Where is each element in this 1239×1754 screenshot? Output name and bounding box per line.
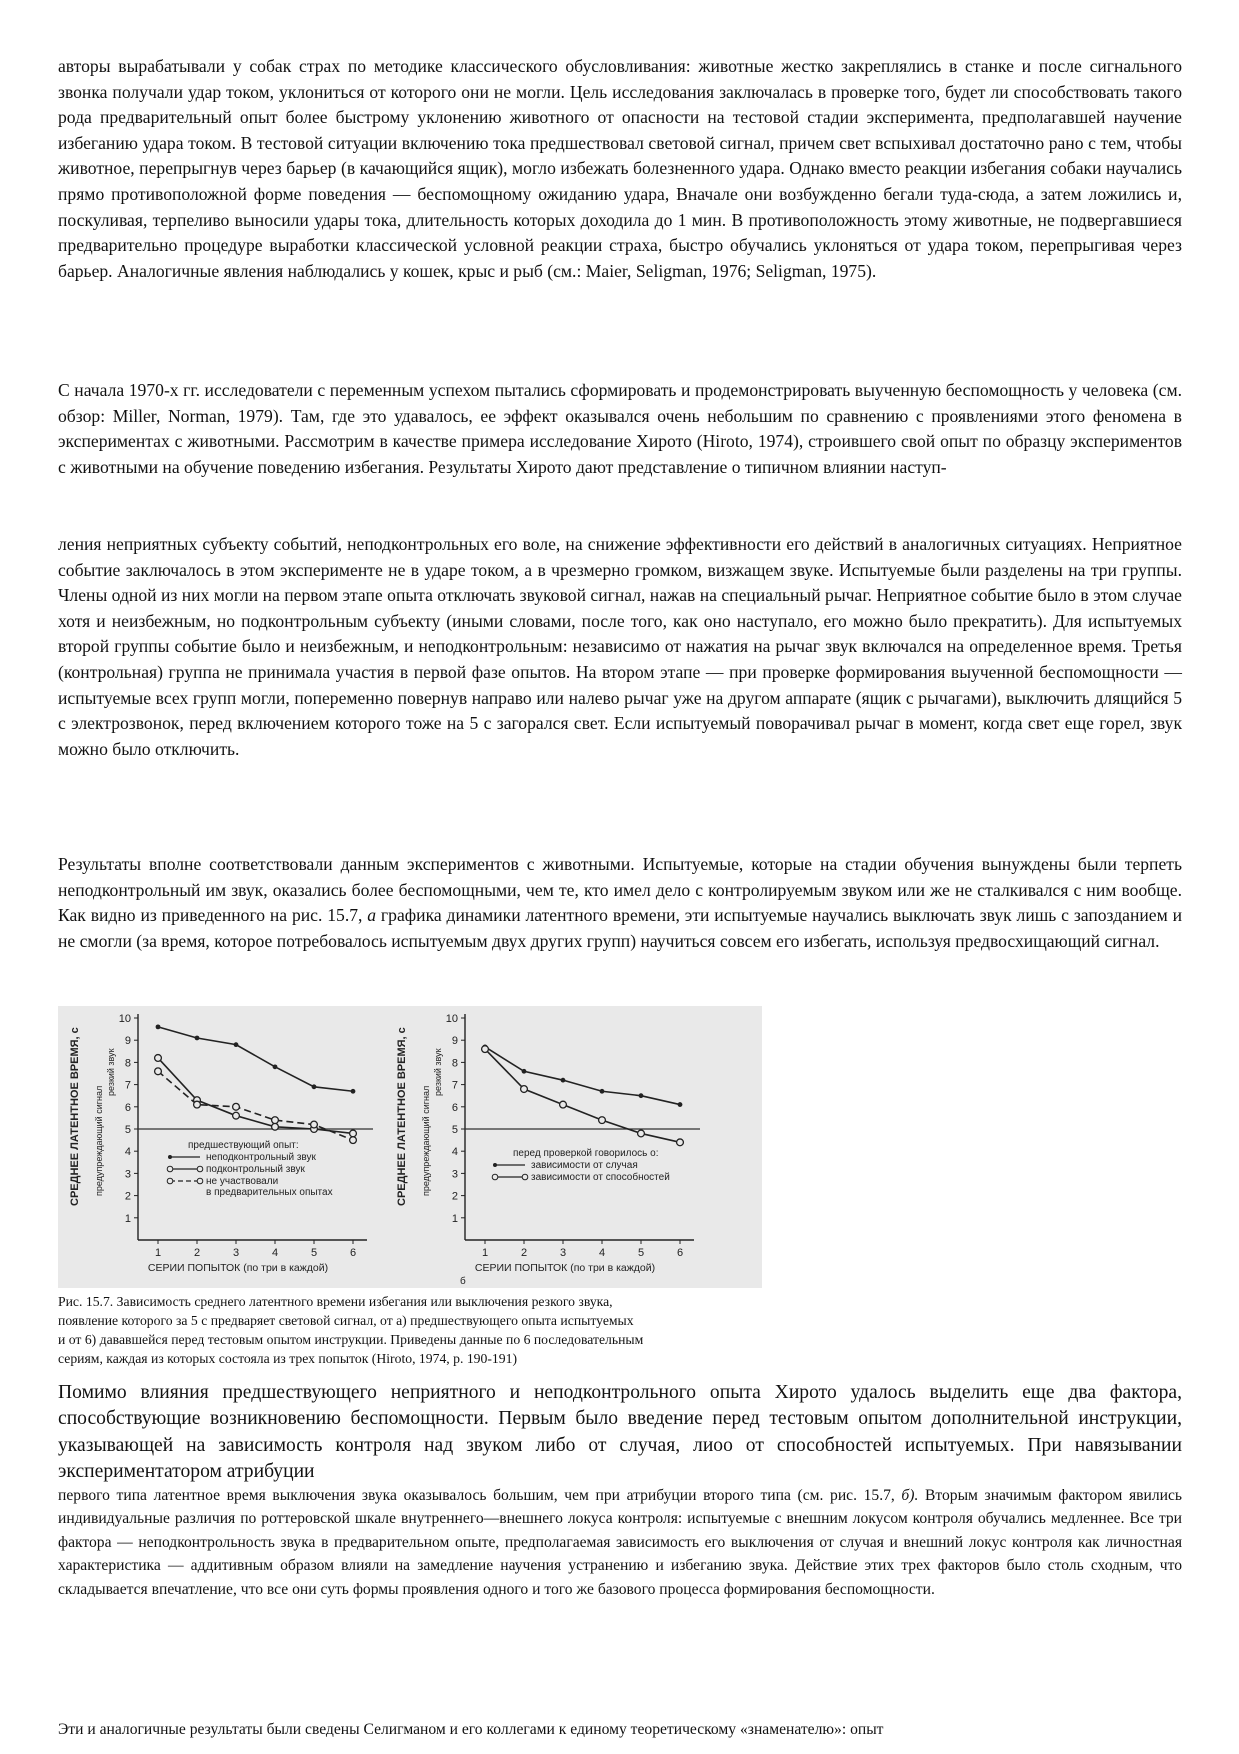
y-tick-label: 7 xyxy=(124,1079,131,1092)
data-point xyxy=(156,1024,161,1029)
y-tick-label: 5 xyxy=(451,1124,458,1136)
figure-caption xyxy=(58,1292,878,1368)
caption-line-4: сериям, каждая из которых состояла из трех попыток (Hiroto, 1974, р. 190-191) xyxy=(58,1351,518,1366)
legend-marker xyxy=(492,1174,498,1180)
panel-b-label: б xyxy=(460,1276,466,1287)
data-point xyxy=(678,1102,683,1107)
x-tick-label: 5 xyxy=(310,1247,318,1259)
paragraph-2: С начала 1970-х гг. исследователи с переменным успехом пытались сформировать и продемонстрировать выученную беспомощность у человека (см. обзор: Miller, Norman, 1979). Там, где это удавалось, ее эффект оказывался очень небольшим по сравнению с проявлениями этого феномена в экспериментах с животными. Рассмотрим в качестве примера исследование Хирото (Hiroto, 1974), строившего свой опыт по образцу экспериментов с животными на обучение поведению избегания. Результаты Хирото дают представление о типичном влиянии наступ- xyxy=(58,380,1182,477)
data-point xyxy=(639,1093,644,1098)
y-axis-label: СРЕДНЕЕ ЛАТЕНТНОЕ ВРЕМЯ, с xyxy=(396,1027,408,1206)
data-point xyxy=(522,1069,527,1074)
y-tick-label: 4 xyxy=(451,1146,458,1159)
legend-marker xyxy=(167,1178,173,1184)
data-point xyxy=(273,1064,278,1069)
paragraph-1: авторы вырабатывали у собак страх по методике классического обусловливания: животные жестко закреплялись в станке и после сигнального звонка получали удар током, уклониться от которого они не могли. Цель исследования заключалась в проверке того, будет ли способствовать такого рода предварительный опыт более быстрому уклонению животного от опасности на тестовой стадии эксперимента, предполагавшей научение избеганию удара током. В тестовой ситуации включению тока предшествовал световой сигнал, причем свет вспыхивал достаточно рано с тем, чтобы животное, перепрыгнув через барьер (в качающийся ящик), могло избежать болезненного удара. Однако вместо реакции избегания собаки научались прямо противоположной форме поведения — беспомощному ожиданию удара, Вначале они возбужденно бегали туда-сюда, а затем ложились и, поскуливая, терпеливо выносили удары тока, длительность которых доходила до 1 мин. В противоположность этому животные, не подвергавшиеся предварительно процедуре выработки классической условной реакции страха, быстро обучались уклоняться от удара током, перепрыгивая через барьер. Аналогичные явления наблюдались у кошек, крыс и рыб (см.: Maier, Seligman, 1976; Seligman, 1975). xyxy=(58,56,1182,281)
x-tick-label: 2 xyxy=(520,1247,528,1259)
y-tick-label: 1 xyxy=(451,1212,458,1225)
y-tick-label: 6 xyxy=(451,1101,458,1114)
legend-label: не участвовали xyxy=(206,1176,279,1187)
paragraph-6-em: б). xyxy=(901,1487,919,1504)
y-tick-label: 2 xyxy=(124,1190,131,1203)
data-point xyxy=(560,1101,567,1108)
paragraph-4-end: графика динамики латентного времени, эти испытуемые научались выключать звук лишь с запозданием и не смогли (за время, которое потребовалось испытуемым двух других групп) научиться совсем его избегать, используя предвосхищающий сигнал. xyxy=(58,905,1182,951)
legend-label: зависимости от случая xyxy=(531,1160,638,1171)
y-tick-label: 8 xyxy=(124,1057,131,1070)
paragraph-6-end: Вторым значимым фактором явились индивидуальные различия по роттеровской шкале внутреннего—внешнего локуса контроля: испытуемые с внешним локусом контроля обучались медленнее. Все три фактора — неподконтрольность звука в предварительном опыте, предполагаемая зависимость его выключения от случая и внешний локус контроля как личностная характеристика — аддитивным образом влияли на замедление научения устранению и избеганию звука. Действие этих трех факторов было столь сходным, что складывается впечатление, что все они суть формы проявления одного и того же базового процесса формирования беспомощности. xyxy=(58,1487,1182,1598)
legend-label: в предварительных опытах xyxy=(206,1187,333,1198)
figure-15-7 xyxy=(58,1006,762,1288)
data-point xyxy=(561,1078,566,1083)
data-point xyxy=(233,1103,240,1110)
data-point xyxy=(272,1117,279,1124)
y-axis-top-label: резкий звук xyxy=(106,1048,116,1096)
legend-label: зависимости от способностей xyxy=(531,1172,670,1183)
data-point xyxy=(155,1055,162,1062)
data-point xyxy=(272,1123,279,1130)
y-tick-label: 2 xyxy=(451,1190,458,1203)
caption-line-1: Рис. 15.7. Зависимость среднего латентного времени избегания или выключения резкого звука, xyxy=(58,1294,613,1309)
y-tick-label: 6 xyxy=(124,1101,131,1114)
legend-marker xyxy=(168,1155,172,1159)
y-tick-label: 4 xyxy=(124,1146,131,1159)
x-tick-label: 2 xyxy=(193,1247,201,1259)
data-point xyxy=(311,1121,318,1128)
data-point xyxy=(195,1036,200,1041)
data-point xyxy=(677,1139,684,1146)
y-axis-sublabel: предупреждающий сигнал xyxy=(94,1085,104,1196)
legend-marker xyxy=(167,1166,173,1172)
legend-title: предшествующий опыт: xyxy=(188,1140,299,1151)
legend-title: перед проверкой говорилось о: xyxy=(513,1148,659,1159)
y-tick-label: 3 xyxy=(124,1168,131,1181)
data-point xyxy=(155,1068,162,1075)
paragraph-6-start: первого типа латентное время выключения звука оказывалось большим, чем при атрибуции второго типа (см. рис. 15.7, xyxy=(58,1487,902,1504)
y-tick-label: 9 xyxy=(451,1035,458,1048)
legend-label: подконтрольный звук xyxy=(206,1164,305,1175)
series-line-1 xyxy=(158,1027,353,1091)
x-tick-label: 5 xyxy=(637,1247,645,1259)
y-tick-label: 10 xyxy=(118,1013,131,1025)
y-tick-label: 10 xyxy=(445,1013,458,1025)
data-point xyxy=(312,1084,317,1089)
y-tick-label: 1 xyxy=(124,1212,131,1225)
data-point xyxy=(233,1112,240,1119)
series-line-1 xyxy=(485,1047,680,1105)
data-point xyxy=(350,1130,357,1137)
legend-marker xyxy=(493,1163,497,1167)
paragraph-5: Помимо влияния предшествующего неприятного и неподконтрольного опыта Хирото удалось выделить еще два фактора, способствующие возникновению беспомощности. Первым было введение перед тестовым опытом дополнительной инструкции, указывающей на зависимость контроля над звуком либо от случая, лиоо от способностей испытуемых. При навязывании экспериментатором атрибуции xyxy=(58,1382,1182,1483)
series-line-2 xyxy=(485,1049,680,1142)
x-tick-label: 1 xyxy=(481,1247,489,1259)
data-point xyxy=(482,1046,489,1053)
x-tick-label: 1 xyxy=(154,1247,162,1259)
y-axis-label: СРЕДНЕЕ ЛАТЕНТНОЕ ВРЕМЯ, с xyxy=(69,1027,81,1206)
y-tick-label: 3 xyxy=(451,1168,458,1181)
y-axis-top-label: резкий звук xyxy=(433,1048,443,1096)
data-point xyxy=(351,1089,356,1094)
data-point xyxy=(234,1042,239,1047)
y-tick-label: 5 xyxy=(124,1124,131,1136)
paragraph-4-start: Результаты вполне соответствовали данным экспериментов с животными. Испытуемые, которые на стадии обучения вынуждены были терпеть неподконтрольный им звук, оказались более беспомощными, чем те, кто имел дело с контролируемым звуком или же не сталкивался с ним вообще. Как видно из приведенного на рис. 15.7, xyxy=(58,854,1182,926)
x-tick-label: 4 xyxy=(598,1247,606,1259)
x-tick-label: 4 xyxy=(271,1247,279,1259)
paragraph-7: Эти и аналогичные результаты были сведены Селигманом и его коллегами к единому теоретическому «знаменателю»: опыт xyxy=(58,1721,884,1738)
paragraph-6 xyxy=(58,1484,1182,1601)
x-tick-label: 3 xyxy=(232,1247,240,1259)
legend-marker xyxy=(522,1174,528,1180)
data-point xyxy=(521,1086,528,1093)
x-axis-label: СЕРИИ ПОПЫТОК (по три в каждой) xyxy=(474,1262,656,1274)
caption-line-3: и от 6) дававшейся перед тестовым опытом инструкции. Приведены данные по 6 последовательным xyxy=(58,1332,644,1347)
x-tick-label: 3 xyxy=(559,1247,567,1259)
paragraph-4-em: а xyxy=(367,905,377,926)
y-axis-sublabel: предупреждающий сигнал xyxy=(421,1085,431,1196)
legend-marker xyxy=(197,1178,203,1184)
data-point xyxy=(194,1101,201,1108)
paragraph-4 xyxy=(58,852,1182,954)
data-point xyxy=(599,1117,606,1124)
legend-marker xyxy=(197,1166,203,1172)
y-tick-label: 8 xyxy=(451,1057,458,1070)
x-axis-label: СЕРИИ ПОПЫТОК (по три в каждой) xyxy=(147,1262,329,1274)
y-tick-label: 9 xyxy=(124,1035,131,1048)
data-point xyxy=(350,1137,357,1144)
data-point xyxy=(600,1089,605,1094)
data-point xyxy=(638,1130,645,1137)
paragraph-3: ления неприятных субъекту событий, неподконтрольных его воле, на снижение эффективности его действий в аналогичных ситуациях. Неприятное событие заключалось в этом эксперименте не в ударе током, а в чрезмерно громком, визжащем звуке. Испытуемые были разделены на три группы. Члены одной из них могли на первом этапе опыта отключать звуковой сигнал, нажав на специальный рычаг. Неприятное событие было в этом случае хотя и неизбежным, но подконтрольным субъекту (иными словами, после того, как оно наступало, его можно было прекратить). Для испытуемых второй группы событие было и неизбежным, и неподконтрольным: независимо от нажатия на рычаг звук включался на определенное время. Третья (контрольная) группа не принимала участия в первой фазе опытов. На втором этапе — при проверке формирования выученной беспомощности — испытуемые всех групп могли, попеременно повернув направо или налево рычаг уже на другом аппарате (ящик с рычагами), выключить длящийся 5 с электрозвонок, перед включением которого тоже на 5 с загорался свет. Если испытуемый поворачивал рычаг в момент, когда свет еще горел, звук можно было отключить. xyxy=(58,534,1182,759)
legend-label: неподконтрольный звук xyxy=(206,1152,316,1163)
caption-line-2: появление которого за 5 с предваряет световой сигнал, от а) предшествующего опыта испытуемых xyxy=(58,1313,634,1328)
figure-svg xyxy=(58,1006,762,1288)
x-tick-label: 6 xyxy=(349,1247,357,1259)
x-tick-label: 6 xyxy=(676,1247,684,1259)
y-tick-label: 7 xyxy=(451,1079,458,1092)
